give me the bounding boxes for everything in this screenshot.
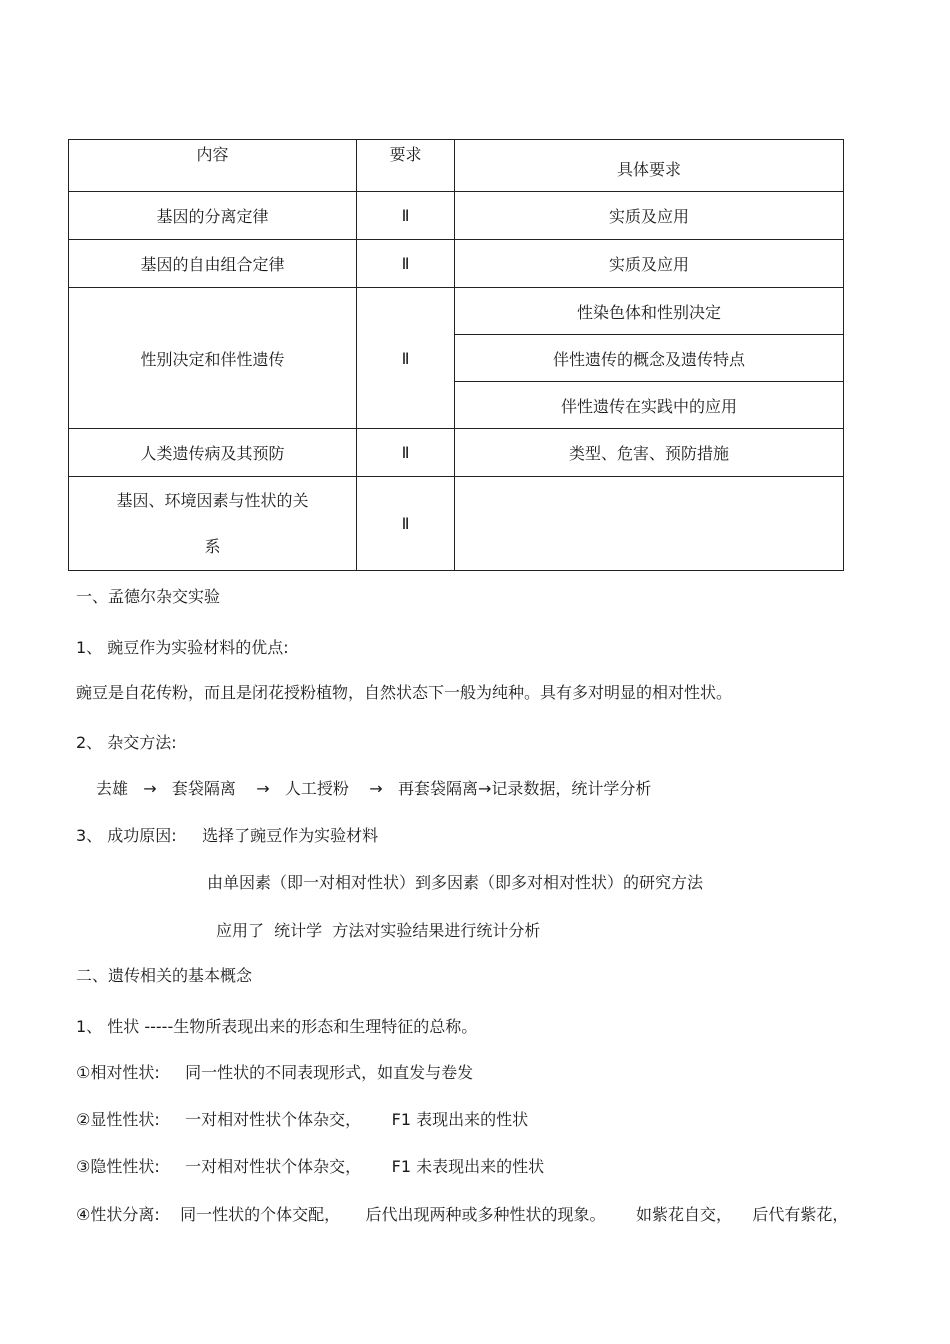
row-content bbox=[69, 477, 357, 571]
requirements-table bbox=[68, 139, 844, 571]
header-content: 内容 bbox=[69, 140, 357, 192]
row-detail: 性染色体和性别决定 bbox=[455, 288, 844, 335]
table-row bbox=[69, 240, 844, 288]
row-content-line2: 系 bbox=[204, 536, 221, 556]
paragraph-body: 去雄 → 套袋隔离 → 人工授粉 → 再套袋隔离→记录数据，统计学分析 bbox=[96, 779, 652, 798]
list-item: ②显性性状: 一对相对性状个体杂交， F1 表现出来的性状 bbox=[76, 1110, 529, 1129]
row-requirement: Ⅱ bbox=[357, 477, 455, 571]
row-detail: 类型、危害、预防措施 bbox=[455, 429, 844, 477]
header-detail: 具体要求 bbox=[455, 140, 844, 192]
table-row bbox=[69, 429, 844, 477]
table-row bbox=[69, 288, 844, 335]
table-header-row bbox=[69, 140, 844, 192]
row-requirement: Ⅱ bbox=[357, 429, 455, 477]
table-row bbox=[69, 477, 844, 571]
row-requirement: Ⅱ bbox=[357, 192, 455, 240]
section-title: 一、孟德尔杂交实验 bbox=[76, 587, 221, 606]
row-detail: 实质及应用 bbox=[455, 240, 844, 288]
row-detail: 伴性遗传在实践中的应用 bbox=[455, 382, 844, 429]
table-row bbox=[69, 192, 844, 240]
list-item: ①相对性状: 同一性状的不同表现形式，如直发与卷发 bbox=[76, 1063, 474, 1082]
section-title: 二、遗传相关的基本概念 bbox=[76, 966, 253, 985]
row-requirement: Ⅱ bbox=[357, 288, 455, 429]
paragraph-title: 1、 豌豆作为实验材料的优点: bbox=[76, 638, 289, 657]
header-requirement: 要求 bbox=[357, 140, 455, 192]
paragraph-title: 2、 杂交方法: bbox=[76, 733, 177, 752]
paragraph-body: 豌豆是自花传粉，而且是闭花授粉植物，自然状态下一般为纯种。具有多对明显的相对性状。 bbox=[76, 683, 733, 702]
paragraph-title: 3、 成功原因: 选择了豌豆作为实验材料 bbox=[76, 826, 379, 845]
row-content: 人类遗传病及其预防 bbox=[69, 429, 357, 477]
row-content: 性别决定和伴性遗传 bbox=[69, 288, 357, 429]
row-detail: 实质及应用 bbox=[455, 192, 844, 240]
row-content-line1: 基因、环境因素与性状的关 bbox=[116, 490, 309, 510]
paragraph-body: 应用了 统计学 方法对实验结果进行统计分析 bbox=[216, 921, 541, 940]
list-item: ③隐性性状: 一对相对性状个体杂交， F1 未表现出来的性状 bbox=[76, 1157, 545, 1176]
list-item: ④性状分离: 同一性状的个体交配， 后代出现两种或多种性状的现象。 如紫花自交， 后代有紫花， bbox=[76, 1205, 849, 1224]
row-requirement: Ⅱ bbox=[357, 240, 455, 288]
row-content: 基因的自由组合定律 bbox=[69, 240, 357, 288]
row-detail: 伴性遗传的概念及遗传特点 bbox=[455, 335, 844, 382]
paragraph-body: 1、 性状 -----生物所表现出来的形态和生理特征的总称。 bbox=[76, 1017, 478, 1036]
paragraph-body: 由单因素（即一对相对性状）到多因素（即多对相对性状）的研究方法 bbox=[207, 873, 704, 892]
row-content: 基因的分离定律 bbox=[69, 192, 357, 240]
row-detail bbox=[455, 477, 844, 571]
